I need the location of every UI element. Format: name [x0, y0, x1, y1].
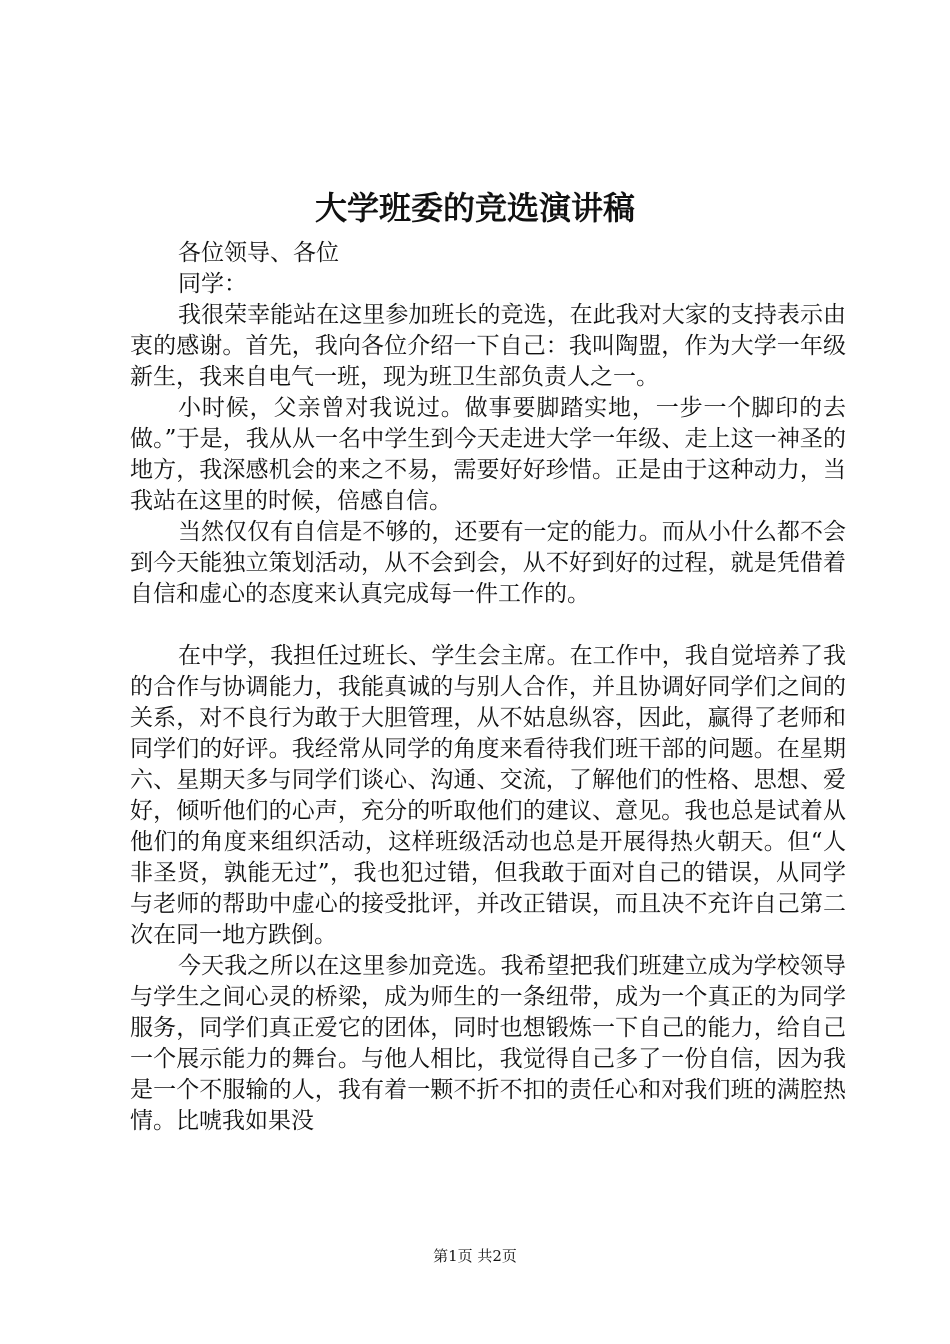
body-paragraph: 在中学，我担任过班长、学生会主席。在工作中，我自觉培养了我的合作与协调能力，我能真诚的与别人合作，并且协调好同学们之间的关系，对不良行为敢于大胆管理，从不姑息纵容，因此，赢得了老师和同学们的好评。我经常从同学的角度来看待我们班干部的问题。在星期六、星期天多与同学们谈心、沟通、交流，了解他们的性格、思想、爱好，倾听他们的心声，充分的听取他们的建议、意见。我也总是试着从他们的角度来组织活动，这样班级活动也总是开展得热火朝天。但“人非圣贤，孰能无过”，我也犯过错，但我敢于面对自己的错误，从同学与老师的帮助中虚心的接受批评，并改正错误，而且决不充许自己第二次在同一地方跌倒。 — [130, 643, 846, 948]
salutation-line-1: 各位领导、各位 — [178, 240, 339, 266]
body-paragraph: 当然仅仅有自信是不够的，还要有一定的能力。而从小什么都不会到今天能独立策划活动，从不会到会，从不好到好的过程，就是凭借着自信和虚心的态度来认真完成每一件工作的。 — [130, 519, 846, 607]
body-paragraph: 小时候，父亲曾对我说过。做事要脚踏实地，一步一个脚印的去做。”于是，我从从一名中学生到今天走进大学一年级、走上这一神圣的地方，我深感机会的来之不易，需要好好珍惜。正是由于这种动力，当我站在这里的时候，倍感自信。 — [130, 395, 846, 514]
body-paragraph: 我很荣幸能站在这里参加班长的竞选，在此我对大家的支持表示由衷的感谢。首先，我向各位介绍一下自己：我叫陶盟，作为大学一年级新生，我来自电气一班，现为班卫生部负责人之一。 — [130, 302, 846, 390]
document-body — [130, 238, 846, 1137]
page-footer: 第1页 共2页 — [433, 1247, 517, 1265]
body-paragraph: 今天我之所以在这里参加竞选。我希望把我们班建立成为学校领导与学生之间心灵的桥梁，成为师生的一条纽带，成为一个真正的为同学服务，同学们真正爱它的团体，同时也想锻炼一下自己的能力，给自己一个展示能力的舞台。与他人相比，我觉得自己多了一份自信，因为我是一个不服输的人，我有着一颗不折不扣的责任心和对我们班的满腔热情。比唬我如果没 — [130, 953, 846, 1134]
salutation-line-2: 同学： — [178, 271, 247, 297]
document-title: 大学班委的竞选演讲稿 — [314, 189, 635, 227]
